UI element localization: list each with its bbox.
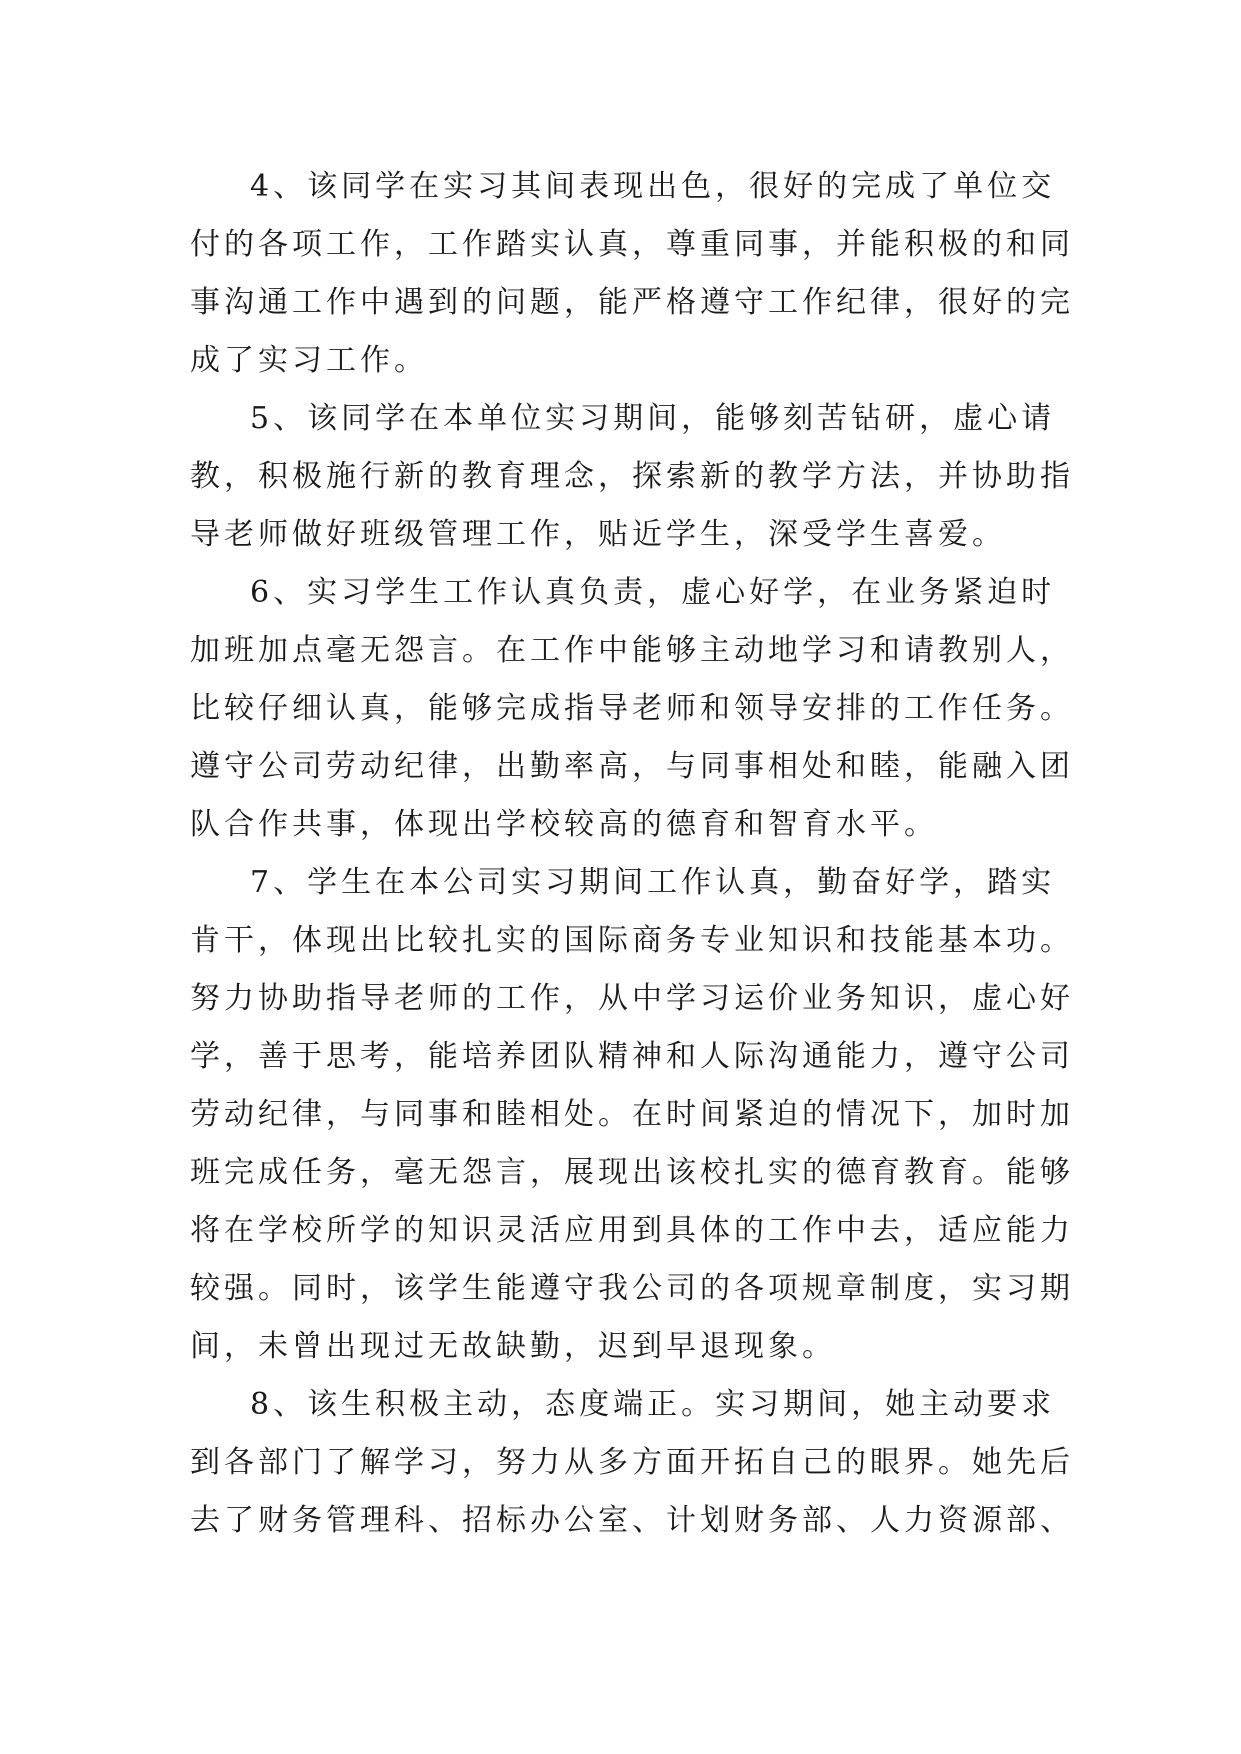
paragraph-line: 将在学校所学的知识灵活应用到具体的工作中去，适应能力: [190, 1213, 1074, 1248]
paragraph-line: 比较仔细认真，能够完成指导老师和领导安排的工作任务。: [190, 691, 1074, 726]
paragraph-6: [190, 564, 1074, 854]
paragraph-line: 8、该生积极主动，态度端正。实习期间，她主动要求: [250, 1387, 1056, 1422]
paragraph-line: 到各部门了解学习，努力从多方面开拓自己的眼界。她先后: [190, 1445, 1074, 1480]
paragraph-line: 导老师做好班级管理工作，贴近学生，深受学生喜爱。: [190, 517, 1006, 552]
paragraph-line: 5、该同学在本单位实习期间，能够刻苦钻研，虚心请: [250, 401, 1056, 436]
paragraph-line: 7、学生在本公司实习期间工作认真，勤奋好学，踏实: [250, 865, 1056, 900]
paragraph-line: 遵守公司劳动纪律，出勤率高，与同事相处和睦，能融入团: [190, 749, 1074, 784]
paragraph-line: 事沟通工作中遇到的问题，能严格遵守工作纪律，很好的完: [190, 285, 1074, 320]
paragraph-line: 去了财务管理科、招标办公室、计划财务部、人力资源部、: [190, 1503, 1074, 1538]
paragraph-line: 学，善于思考，能培养团队精神和人际沟通能力，遵守公司: [190, 1039, 1074, 1074]
document-body: [190, 158, 1074, 1550]
paragraph-line: 努力协助指导老师的工作，从中学习运价业务知识，虚心好: [190, 981, 1074, 1016]
paragraph-line: 较强。同时，该学生能遵守我公司的各项规章制度，实习期: [190, 1271, 1074, 1306]
paragraph-5: [190, 390, 1074, 564]
paragraph-8: [190, 1376, 1074, 1550]
paragraph-line: 加班加点毫无怨言。在工作中能够主动地学习和请教别人，: [190, 633, 1074, 668]
paragraph-line: 劳动纪律，与同事和睦相处。在时间紧迫的情况下，加时加: [190, 1097, 1074, 1132]
paragraph-line: 成了实习工作。: [190, 343, 428, 378]
paragraph-7: [190, 854, 1074, 1376]
paragraph-line: 教，积极施行新的教育理念，探索新的教学方法，并协助指: [190, 459, 1074, 494]
paragraph-line: 间，未曾出现过无故缺勤，迟到早退现象。: [190, 1329, 836, 1364]
paragraph-line: 付的各项工作，工作踏实认真，尊重同事，并能积极的和同: [190, 227, 1074, 262]
paragraph-line: 4、该同学在实习其间表现出色，很好的完成了单位交: [250, 169, 1056, 204]
paragraph-line: 班完成任务，毫无怨言，展现出该校扎实的德育教育。能够: [190, 1155, 1074, 1190]
paragraph-4: [190, 158, 1074, 390]
paragraph-line: 6、实习学生工作认真负责，虚心好学，在业务紧迫时: [250, 575, 1056, 610]
paragraph-line: 肯干，体现出比较扎实的国际商务专业知识和技能基本功。: [190, 923, 1074, 958]
paragraph-line: 队合作共事，体现出学校较高的德育和智育水平。: [190, 807, 938, 842]
